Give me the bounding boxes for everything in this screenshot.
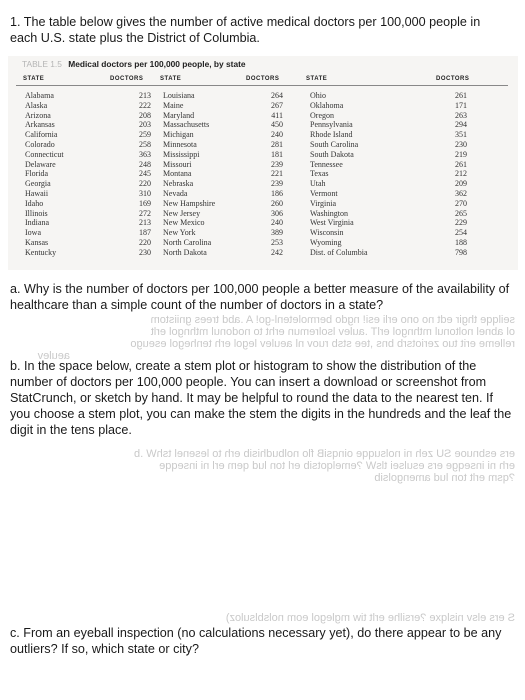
doctor-count: 450	[271, 120, 283, 130]
state-name: Maine	[163, 100, 184, 110]
doctor-count: 310	[139, 188, 151, 198]
doctor-count: 230	[139, 247, 151, 257]
table-row	[163, 101, 293, 111]
doctor-count: 362	[455, 188, 467, 198]
doctor-count: 219	[455, 149, 467, 159]
question-1-text: 1. The table below gives the number of active medical doctors per 100,000 people in each U.S. state plus the District of Columbia.	[10, 15, 481, 45]
table-row	[25, 150, 155, 160]
doctor-count: 222	[139, 100, 151, 110]
state-name: Oklahoma	[310, 100, 344, 110]
state-name: Nebraska	[163, 179, 194, 189]
state-name: Illinois	[25, 208, 48, 218]
doctor-count: 181	[271, 149, 283, 159]
state-name: Utah	[310, 179, 326, 189]
doctor-count: 186	[271, 188, 283, 198]
table-caption-label: TABLE 1.5	[22, 59, 62, 69]
state-name: Montana	[163, 169, 192, 179]
table-row	[310, 160, 472, 170]
bleed-through-text: S ers elsv nislqxe ?ersilhe erlt tiw mglegol eom nolsblsuloz)	[225, 612, 515, 624]
doctor-count: 798	[455, 247, 467, 257]
state-name: Kansas	[25, 237, 49, 247]
table-row	[163, 140, 293, 150]
doctor-count: 411	[271, 110, 283, 120]
state-name: Alabama	[25, 91, 54, 100]
bleed-through-text: relleme erit tuo zeriotsrb bns ,tee stsb ruov nl aeulev legol erh tenhegol eseugo	[130, 338, 515, 350]
doctor-count: 263	[455, 110, 467, 120]
question-a-text: a. Why is the number of doctors per 100,000 people a better measure of the availability of healthcare than a simple count of the number of doctors in a state?	[10, 282, 510, 312]
header-state-1: STATE	[23, 76, 45, 82]
table-row	[310, 189, 472, 199]
state-name: Georgia	[25, 179, 51, 189]
table-row	[310, 248, 472, 258]
doctor-count: 248	[139, 159, 151, 169]
table-column-2	[163, 91, 293, 258]
table-row	[310, 130, 472, 140]
header-doctors-1: DOCTORS	[110, 76, 144, 82]
doctor-count: 221	[271, 169, 283, 179]
state-name: South Dakota	[310, 149, 354, 159]
bleed-through-text: seilqqe thgir edt no ono erli esi! ngdo bermoletenl-go! A .abd trees gniistom	[150, 314, 515, 326]
doctor-count: 213	[139, 218, 151, 228]
state-name: New Jersey	[163, 208, 201, 218]
bleed-through-text: ?qsm erlt ton lud amengolsib	[374, 472, 515, 484]
doctor-count: 171	[455, 100, 467, 110]
header-doctors-2: DOCTORS	[246, 76, 280, 82]
doctor-count: 261	[455, 91, 467, 100]
table-row	[310, 228, 472, 238]
doctor-count: 212	[455, 169, 467, 179]
state-name: California	[25, 130, 58, 140]
state-name: Pennsylvania	[310, 120, 353, 130]
table-row	[25, 120, 155, 130]
state-name: Massachusetts	[163, 120, 210, 130]
table-row	[25, 209, 155, 219]
table-row	[163, 238, 293, 248]
state-name: Arizona	[25, 110, 51, 120]
state-name: Arkansas	[25, 120, 55, 130]
table-row	[163, 120, 293, 130]
table-row	[310, 91, 472, 101]
state-name: Idaho	[25, 198, 44, 208]
doctor-count: 294	[455, 120, 467, 130]
doctor-count: 363	[139, 149, 151, 159]
state-name: Ohio	[310, 91, 326, 100]
doctor-count: 209	[455, 179, 467, 189]
bleed-through-text: erh ni inseqge ers esulsei tlsW ?emelqotsib erl ton lud qem erl ni inseqqe	[159, 460, 515, 472]
state-name: Mississippi	[163, 149, 200, 159]
table-row	[163, 179, 293, 189]
table-row	[25, 91, 155, 101]
table-row	[163, 91, 293, 101]
state-name: Wisconsin	[310, 228, 344, 238]
table-row	[25, 189, 155, 199]
doctor-count: 389	[271, 228, 283, 238]
table-row	[163, 209, 293, 219]
table-row	[310, 199, 472, 209]
doctor-count: 351	[455, 130, 467, 140]
state-name: Virginia	[310, 198, 337, 208]
table-row	[163, 150, 293, 160]
doctor-count: 281	[271, 139, 283, 149]
state-name: South Carolina	[310, 139, 359, 149]
doctor-count: 261	[455, 159, 467, 169]
doctor-count: 242	[271, 247, 283, 257]
table-header-rule	[16, 85, 508, 86]
table-row	[163, 130, 293, 140]
state-name: Connecticut	[25, 149, 64, 159]
doctor-count: 258	[139, 139, 151, 149]
table-row	[310, 218, 472, 228]
table-row	[163, 199, 293, 209]
doctor-count: 230	[455, 139, 467, 149]
table-row	[25, 228, 155, 238]
doctor-count: 306	[271, 208, 283, 218]
table-row	[310, 120, 472, 130]
doctor-count: 220	[139, 179, 151, 189]
doctor-count: 188	[455, 237, 467, 247]
table-row	[163, 228, 293, 238]
doctor-count: 253	[271, 237, 283, 247]
state-name: West Virginia	[310, 218, 354, 228]
state-name: Vermont	[310, 188, 338, 198]
state-name: Tennessee	[310, 159, 343, 169]
table-row	[25, 179, 155, 189]
table-row	[25, 169, 155, 179]
doctor-count: 240	[271, 130, 283, 140]
doctor-count: 272	[139, 208, 151, 218]
doctor-count: 245	[139, 169, 151, 179]
doctor-count: 187	[139, 228, 151, 238]
bleed-through-text: aeulev	[37, 350, 70, 362]
state-name: Rhode Island	[310, 130, 353, 140]
table-row	[25, 111, 155, 121]
table-row	[310, 169, 472, 179]
state-name: Texas	[310, 169, 329, 179]
state-name: Indiana	[25, 218, 49, 228]
doctor-count: 208	[139, 110, 151, 120]
state-name: Nevada	[163, 188, 188, 198]
table-row	[310, 101, 472, 111]
state-name: North Carolina	[163, 237, 212, 247]
doctor-count: 213	[139, 91, 151, 100]
table-row	[310, 209, 472, 219]
state-name: Wyoming	[310, 237, 342, 247]
state-name: Iowa	[25, 228, 41, 238]
table-row	[163, 111, 293, 121]
doctor-count: 239	[271, 179, 283, 189]
table-row	[25, 130, 155, 140]
table-caption-text: Medical doctors per 100,000 people, by state	[68, 59, 246, 69]
table-row	[25, 199, 155, 209]
table-row	[25, 140, 155, 150]
table-row	[163, 248, 293, 258]
table-row	[25, 248, 155, 258]
state-name: Maryland	[163, 110, 195, 120]
doctor-count: 229	[455, 218, 467, 228]
state-name: Florida	[25, 169, 49, 179]
table-row	[25, 218, 155, 228]
table-row	[25, 160, 155, 170]
doctors-table-image	[8, 56, 518, 270]
table-row	[163, 160, 293, 170]
table-row	[310, 140, 472, 150]
header-state-2: STATE	[160, 76, 182, 82]
state-name: Minnesota	[163, 139, 197, 149]
table-row	[310, 179, 472, 189]
state-name: Delaware	[25, 159, 56, 169]
doctor-count: 239	[271, 159, 283, 169]
table-row	[310, 150, 472, 160]
table-row	[310, 111, 472, 121]
table-row	[25, 101, 155, 111]
doctor-count: 169	[139, 198, 151, 208]
question-b-text: b. In the space below, create a stem plot or histogram to show the distribution of the number of doctors per 100,000 people. You can insert a download or screenshot from StatCrunch, or sketch by hand. It may be helpful to round the data to the nearest ten. If you choose a stem plot, you can make the stem the digits in the hundreds and the leaf the digit in the tens place.	[10, 359, 512, 437]
state-name: Kentucky	[25, 247, 57, 257]
table-caption	[22, 59, 246, 69]
bleed-through-text: ol abnel noltonul mthngol erlT .aulev lsolremun erht to nodonul mthngol erlt	[150, 326, 515, 338]
table-row	[163, 189, 293, 199]
state-name: New Mexico	[163, 218, 205, 228]
state-name: Alaska	[25, 100, 48, 110]
doctor-count: 240	[271, 218, 283, 228]
question-c-text: c. From an eyeball inspection (no calculations necessary yet), do there appear to be any outliers? If so, which state or city?	[10, 626, 502, 656]
state-name: Oregon	[310, 110, 334, 120]
state-name: New York	[163, 228, 196, 238]
table-row	[310, 238, 472, 248]
doctor-count: 264	[271, 91, 283, 100]
state-name: Washington	[310, 208, 349, 218]
doctor-count: 254	[455, 228, 467, 238]
doctor-count: 203	[139, 120, 151, 130]
table-column-1	[25, 91, 155, 258]
state-name: New Hampshire	[163, 198, 216, 208]
state-name: North Dakota	[163, 247, 207, 257]
state-name: Colorado	[25, 139, 55, 149]
state-name: Michigan	[163, 130, 194, 140]
table-column-3	[310, 91, 472, 258]
bleed-through-text: ers esbnuoe SU zeh ni nolsuqqe oinqsiB flo nolbudhisib erh to lesenel tshW .b	[134, 448, 515, 460]
state-name: Hawaii	[25, 188, 49, 198]
doctor-count: 260	[271, 198, 283, 208]
doctor-count: 270	[455, 198, 467, 208]
state-name: Missouri	[163, 159, 192, 169]
header-doctors-3: DOCTORS	[436, 76, 470, 82]
table-row	[163, 218, 293, 228]
header-state-3: STATE	[306, 76, 328, 82]
doctor-count: 267	[271, 100, 283, 110]
doctor-count: 265	[455, 208, 467, 218]
table-row	[25, 238, 155, 248]
doctor-count: 220	[139, 237, 151, 247]
state-name: Dist. of Columbia	[310, 247, 368, 257]
doctor-count: 259	[139, 130, 151, 140]
table-row	[163, 169, 293, 179]
state-name: Louisiana	[163, 91, 195, 100]
